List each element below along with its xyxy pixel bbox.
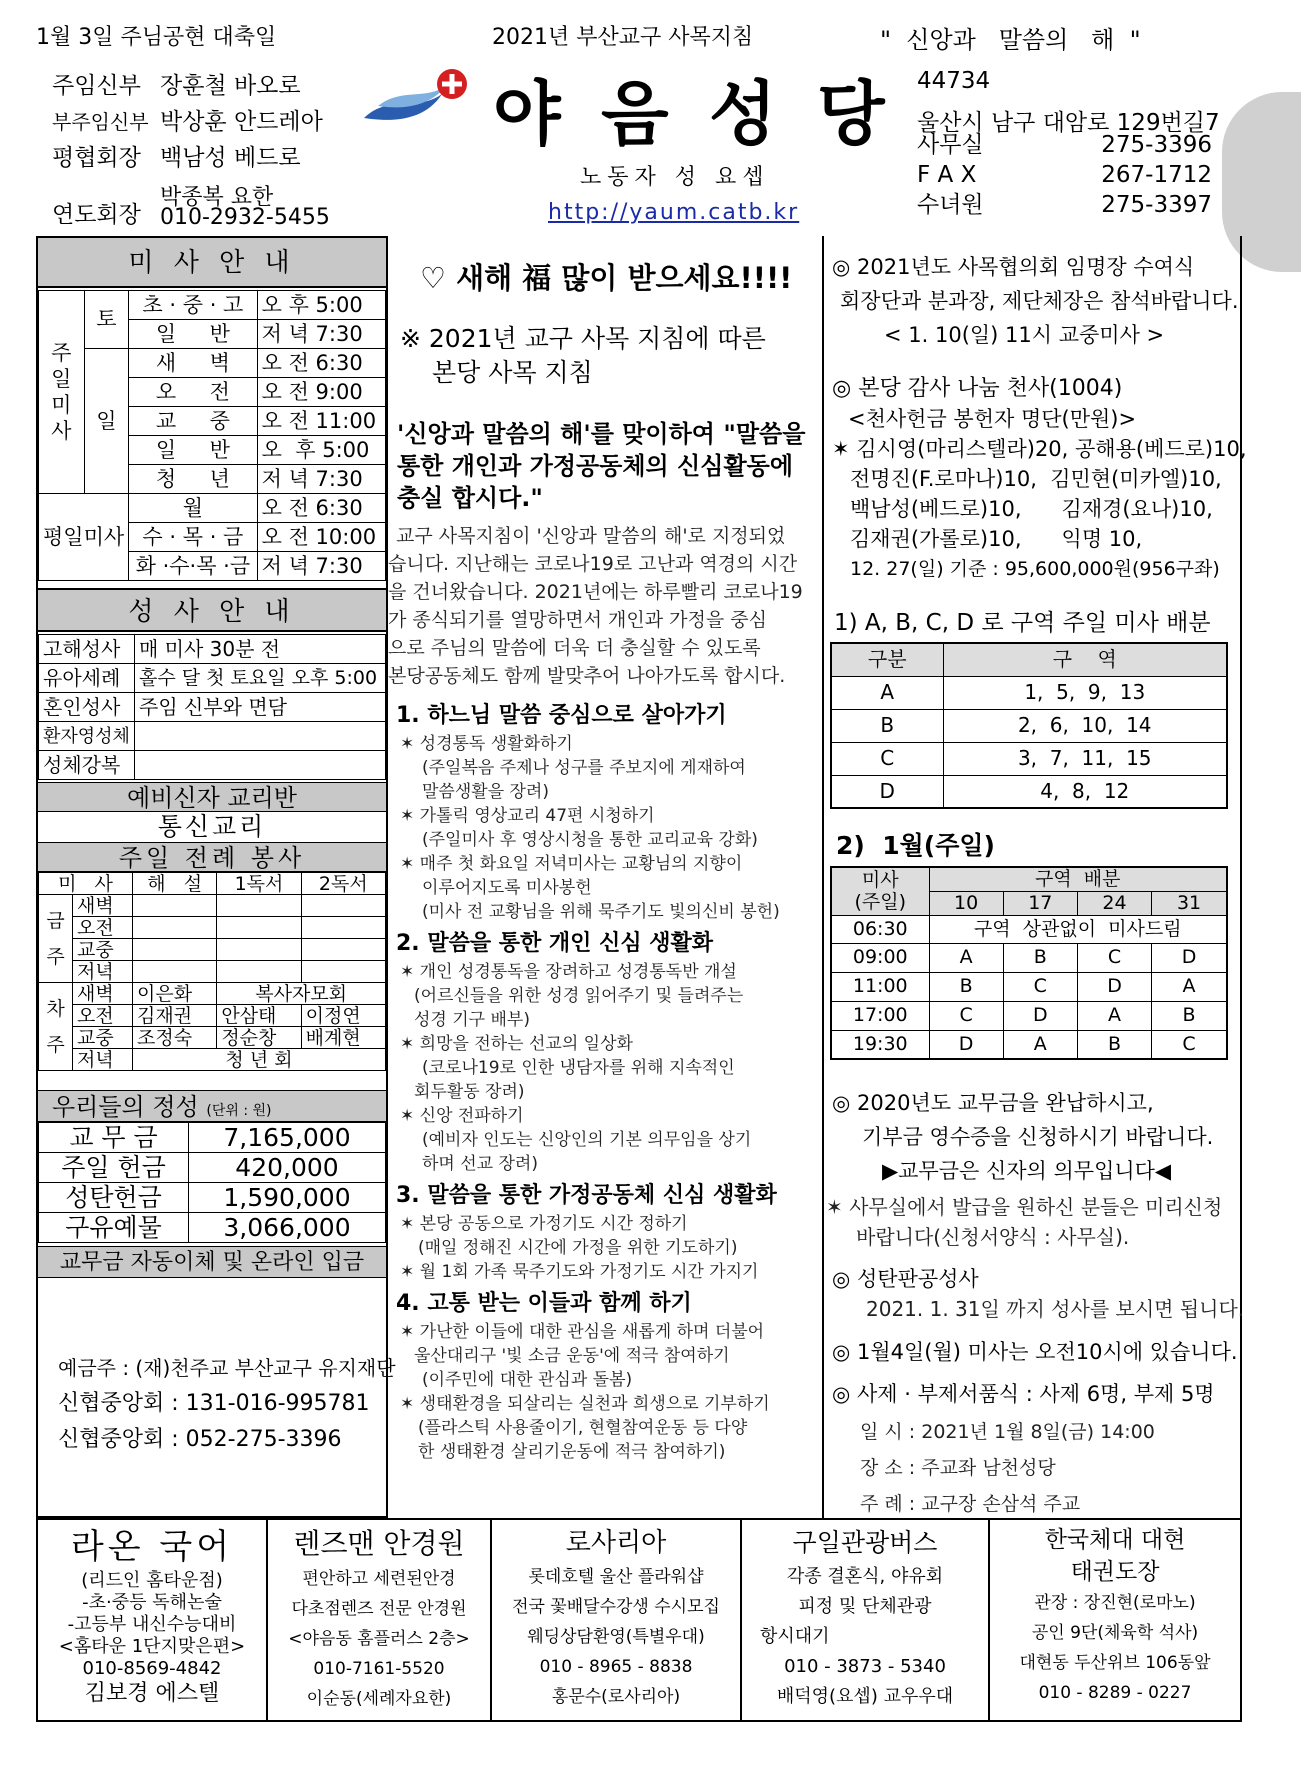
liturgy-header: 1독서 xyxy=(217,873,301,895)
ad-line: 010-7161-5520 xyxy=(313,1659,445,1679)
ad-lensman xyxy=(268,1524,490,1714)
ad-line: -초·중등 독해논술 xyxy=(82,1592,222,1613)
item-line: (어르신들을 위한 성경 읽어주기 및 들려주는 xyxy=(414,986,744,1006)
liturgy-time: 저녁 xyxy=(73,961,133,983)
january-time: 09:00 xyxy=(831,943,929,972)
item-line: (주일미사 후 영상시청을 통한 교리교육 강화) xyxy=(422,830,758,850)
january-cell: A xyxy=(929,943,1003,972)
mass-title: 미 사 안 내 xyxy=(38,238,386,288)
january-day: 17 xyxy=(1003,891,1077,915)
item-line: ✶ 희망을 전하는 선교의 일상화 xyxy=(400,1034,633,1054)
body-line: 가 종식되기를 열망하면서 개인과 가정을 중심 xyxy=(388,609,767,631)
offering-name: 성탄헌금 xyxy=(39,1183,189,1213)
youth-phone: 010-2932-5455 xyxy=(160,205,330,230)
sacrament-title: 성 사 안 내 xyxy=(38,588,386,632)
january-cell: D xyxy=(1077,972,1151,1001)
sacrament-info: 홀수 달 첫 토요일 오후 5:00 xyxy=(135,664,386,693)
offering-amount: 7,165,000 xyxy=(189,1123,386,1153)
ad-line: 항시대기 xyxy=(760,1626,830,1647)
zone-group: A xyxy=(831,676,943,709)
january-cell: A xyxy=(1003,1030,1077,1059)
item-line: 회두활동 장려) xyxy=(414,1082,525,1102)
notice-line: ◎ 2020년도 교무금을 완납하시고, xyxy=(832,1091,1154,1115)
diocese-plan: 2021년 부산교구 사목지침 xyxy=(492,25,754,50)
january-time: 06:30 xyxy=(831,915,929,943)
liturgy-title: 주일 전례 봉사 xyxy=(38,842,386,872)
january-cell: D xyxy=(929,1030,1003,1059)
liturgy-cell xyxy=(217,895,301,917)
mass-time: 오 전 9:00 xyxy=(257,378,385,407)
january-cell: C xyxy=(1077,943,1151,972)
liturgy-cell: 배계현 xyxy=(301,1027,385,1049)
january-table xyxy=(830,866,1228,1060)
liturgy-header: 2독서 xyxy=(301,873,385,895)
donor-line: 백남성(베드로)10, 김재경(요나)10, xyxy=(850,497,1213,521)
sacrament-name: 환자영성체 xyxy=(39,722,135,751)
notice-installation xyxy=(832,250,1239,352)
ordination-details xyxy=(860,1414,1155,1522)
saturday-label: 토 xyxy=(84,291,129,349)
sacrament-info xyxy=(135,722,386,751)
liturgy-cell xyxy=(133,917,217,939)
mass-table xyxy=(38,290,386,581)
item-line: ✶ 본당 공동으로 가정기도 시간 정하기 xyxy=(400,1214,688,1234)
ad-raon xyxy=(38,1524,266,1708)
ad-line: -고등부 내신수능대비 xyxy=(67,1614,237,1635)
item-line: ✶ 월 1회 가족 묵주기도와 가정기도 시간 가지기 xyxy=(400,1262,759,1282)
liturgy-time: 새벽 xyxy=(73,895,133,917)
item-line: (주일복음 주제나 성구를 주보지에 게재하여 xyxy=(422,758,746,778)
mass-time: 오 전 10:00 xyxy=(257,523,385,552)
notice-line: <천사헌금 봉헌자 명단(만원)> xyxy=(848,407,1137,431)
sacrament-name: 고해성사 xyxy=(39,635,135,664)
ad-title: 라온 국어 xyxy=(70,1527,234,1567)
liturgy-cell: 이은화 xyxy=(133,983,217,1005)
ad-taekwondo xyxy=(990,1524,1240,1708)
notice-line: ◎ 본당 감사 나눔 천사(1004) xyxy=(832,376,1123,401)
body-line: 본당공동체도 함께 발맞추어 나아가도록 합시다. xyxy=(388,665,786,687)
mass-name: 교 중 xyxy=(129,407,257,436)
mass-time: 저 녁 7:30 xyxy=(257,320,385,349)
item-line: 하며 선교 장려) xyxy=(422,1154,538,1174)
ad-line: 대현동 두산위브 106동앞 xyxy=(1019,1653,1211,1673)
notice-line: ◎ 2021년도 사목협의회 임명장 수여식 xyxy=(832,255,1195,279)
ad-line: 김보경 에스텔 xyxy=(84,1681,220,1706)
parish-logo-icon xyxy=(360,66,480,136)
january-cell: C xyxy=(1003,972,1077,1001)
item-line: ✶ 매주 첫 화요일 저녁미사는 교황님의 지향이 xyxy=(400,854,743,874)
notice-confession xyxy=(832,1264,1244,1324)
mass-time: 오 후 5:00 xyxy=(257,436,385,465)
january-time: 17:00 xyxy=(831,1001,929,1030)
liturgy-cell: 이정연 xyxy=(301,1005,385,1027)
catechumen-value: 통신교리 xyxy=(157,812,267,841)
item-line: (미사 전 교황님을 위해 묵주기도 빛의신비 봉헌) xyxy=(422,902,780,922)
notice-line: 회장단과 분과장, 제단체장은 참석바랍니다. xyxy=(840,289,1239,313)
donor-line: 김재권(가롤로)10, 익명 10, xyxy=(850,527,1143,551)
section-item xyxy=(396,1212,816,1284)
notice-line: ✶ 사무실에서 발급을 원하신 분들은 미리신청 xyxy=(826,1195,1223,1219)
zone-group: D xyxy=(831,775,943,808)
donor-line: 12. 27(일) 기준 : 95,600,000원(956구좌) xyxy=(850,558,1220,580)
item-line: ✶ 신앙 전파하기 xyxy=(400,1106,524,1126)
ad-line: 010-8569-4842 xyxy=(82,1658,222,1679)
contact-list xyxy=(917,130,1212,220)
ad-rosaria xyxy=(492,1524,740,1712)
offering-table xyxy=(38,1122,386,1243)
sunday-mass-label: 주일미사 xyxy=(39,291,85,494)
ad-line: 편안하고 세련된안경 xyxy=(302,1569,456,1589)
item-line: ✶ 가톨릭 영상교리 47편 시청하기 xyxy=(400,806,655,826)
item-line: ✶ 개인 성경통독을 장려하고 성경통독반 개설 xyxy=(400,962,737,982)
liturgy-cell: 청 년 회 xyxy=(133,1049,386,1071)
zone-table xyxy=(830,642,1228,809)
quote-line: 통한 개인과 가정공동체의 신심활동에 xyxy=(397,452,794,480)
liturgy-cell xyxy=(133,895,217,917)
ad-line: 010 - 3873 - 5340 xyxy=(784,1656,946,1677)
notice-line: < 1. 10(일) 11시 교중미사 > xyxy=(884,323,1165,347)
sacrament-table xyxy=(38,634,386,780)
ad-line: 홍문수(로사리아) xyxy=(551,1687,681,1707)
january-day: 31 xyxy=(1152,891,1227,915)
section-item xyxy=(396,960,816,1176)
ad-line: 롯데호텔 울산 플라워샵 xyxy=(528,1567,704,1587)
mass-name: 초 · 중 · 고 xyxy=(129,291,257,320)
january-cell: B xyxy=(1152,1001,1227,1030)
item-line: (플라스틱 사용줄이기, 현혈참여운동 등 다양 xyxy=(418,1418,748,1438)
body-line: 을 건너왔습니다. 2021년에는 하루빨리 코로나19 xyxy=(388,581,803,603)
zone-header: 구 역 xyxy=(943,643,1227,676)
staff-row: 부주임신부 박상훈 안드레아 xyxy=(52,109,323,135)
postal-code: 44734 xyxy=(917,68,991,94)
notice-line: 2021. 1. 31일 까지 성사를 보시면 됩니다. xyxy=(866,1297,1245,1321)
ad-title: 한국체대 대현 xyxy=(1044,1527,1186,1553)
item-line: 이루어지도록 미사봉헌 xyxy=(422,878,592,898)
notice-line: ◎ 성탄판공성사 xyxy=(832,1267,979,1291)
liturgy-cell xyxy=(301,917,385,939)
staff-list xyxy=(52,68,323,176)
january-title: 2) 1월(주일) xyxy=(836,831,995,860)
liturgy-cell xyxy=(217,939,301,961)
liturgy-cell xyxy=(217,961,301,983)
plan-sections xyxy=(396,700,816,1464)
body-line: 교구 사목지침이 '신앙과 말씀의 해'로 지정되었 xyxy=(396,525,786,547)
item-line: (매일 정해진 시간에 가정을 위한 기도하기) xyxy=(418,1238,738,1258)
liturgy-time: 오전 xyxy=(73,917,133,939)
body-line: 으로 주님의 말씀에 더욱 더 충실할 수 있도록 xyxy=(388,637,761,659)
staff-row: 평협회장 백남성 베드로 xyxy=(52,145,301,171)
item-line: ✶ 생태환경을 되살리는 실천과 희생으로 기부하기 xyxy=(400,1394,770,1414)
mass-time: 오 전 11:00 xyxy=(257,407,385,436)
january-cell: D xyxy=(1152,943,1227,972)
mass-name: 일 반 xyxy=(129,436,257,465)
notice-line: 바랍니다(신청서양식 : 사무실). xyxy=(856,1225,1130,1249)
offering-title: 우리들의 정성 (단위 : 원) xyxy=(38,1090,386,1122)
weekday-mass-label: 평일미사 xyxy=(39,494,129,581)
ad-title: 구일관광버스 xyxy=(792,1528,938,1557)
catechumen-title: 예비신자 교리반 xyxy=(38,782,386,812)
section-heading: 4. 고통 받는 이들과 함께 하기 xyxy=(396,1291,692,1316)
zone-group: C xyxy=(831,742,943,775)
mass-name: 수 · 목 · 금 xyxy=(129,523,257,552)
liturgy-time: 교중 xyxy=(73,939,133,961)
january-time: 11:00 xyxy=(831,972,929,1001)
zone-list: 3, 7, 11, 15 xyxy=(943,742,1227,775)
ad-guil-bus xyxy=(742,1524,988,1712)
mass-time: 저 녁 7:30 xyxy=(257,552,385,581)
ad-line: 웨딩상담환영(특별우대) xyxy=(527,1627,705,1647)
liturgy-cell: 정순창 xyxy=(217,1027,301,1049)
parish-url[interactable]: http://yaum.catb.kr xyxy=(548,200,800,225)
page-curl xyxy=(1222,92,1301,272)
mass-name: 새 벽 xyxy=(129,349,257,378)
sacrament-name: 성체강복 xyxy=(39,751,135,780)
zone-list: 1, 5, 9, 13 xyxy=(943,676,1227,709)
january-time: 19:30 xyxy=(831,1030,929,1059)
liturgy-cell xyxy=(301,895,385,917)
mass-name: 오 전 xyxy=(129,378,257,407)
offering-footer: 교무금 자동이체 및 온라인 입금 xyxy=(38,1246,386,1278)
offering-name: 주일 헌금 xyxy=(39,1153,189,1183)
parish-patron: 노동자 성 요셉 xyxy=(580,165,770,190)
offering-amount: 420,000 xyxy=(189,1153,386,1183)
plan-quote xyxy=(397,418,805,514)
january-day: 24 xyxy=(1077,891,1151,915)
liturgy-table xyxy=(38,872,386,1071)
mass-name: 월 xyxy=(129,494,257,523)
zone-list: 2, 6, 10, 14 xyxy=(943,709,1227,742)
ad-line: 공인 9단(체육학 석사) xyxy=(1031,1623,1199,1643)
january-cell: D xyxy=(1003,1001,1077,1030)
item-line: (이주민에 대한 관심과 돌봄) xyxy=(422,1370,633,1390)
offering-name: 교 무 금 xyxy=(39,1123,189,1153)
ordination-line: 주 례 : 교구장 손삼석 주교 xyxy=(860,1493,1081,1515)
liturgy-time: 교중 xyxy=(73,1027,133,1049)
january-cell: C xyxy=(1152,1030,1227,1059)
ad-line: 010 - 8965 - 8838 xyxy=(539,1657,693,1677)
plan-body xyxy=(388,522,803,690)
january-cell: A xyxy=(1077,1001,1151,1030)
liturgy-cell xyxy=(133,961,217,983)
body-line: 습니다. 지난해는 코로나19로 고난과 역경의 시간 xyxy=(388,553,798,575)
sacrament-info: 주임 신부와 면담 xyxy=(135,693,386,722)
sacrament-info: 매 미사 30분 전 xyxy=(135,635,386,664)
offering-amount: 1,590,000 xyxy=(189,1183,386,1213)
zone-group: B xyxy=(831,709,943,742)
ad-line: 전국 꽃배달수강생 수시모집 xyxy=(512,1597,720,1617)
ad-title: 태권도장 xyxy=(1070,1559,1160,1585)
offering-amount: 3,066,000 xyxy=(189,1213,386,1243)
bank-info xyxy=(58,1350,396,1458)
item-line: (예비자 인도는 신앙인의 기본 의무임을 상기 xyxy=(422,1130,752,1150)
ad-title: 렌즈맨 안경원 xyxy=(293,1527,465,1560)
sunday-label: 일 xyxy=(84,349,129,494)
quote-line: '신앙과 말씀의 해'를 맞이하여 "말씀을 xyxy=(397,420,806,448)
item-line: 울산대리구 '빛 소금 운동'에 적극 참여하기 xyxy=(414,1346,730,1366)
january-cell: 구역 상관없이 미사드림 xyxy=(929,915,1227,943)
item-line: ✶ 가난한 이들에 대한 관심을 새롭게 하며 더불어 xyxy=(400,1322,765,1342)
january-cell: B xyxy=(1003,943,1077,972)
notice-line: 기부금 영수증을 신청하시기 바랍니다. xyxy=(862,1125,1214,1149)
mass-name: 일 반 xyxy=(129,320,257,349)
liturgy-cell: 김재권 xyxy=(133,1005,217,1027)
mass-time: 오 후 5:00 xyxy=(257,291,385,320)
bank-holder: 예금주 : (재)천주교 부산교구 유지재단 xyxy=(58,1356,396,1380)
greeting: ♡ 새해 福 많이 받으세요!!!! xyxy=(420,261,793,295)
ad-line: 배덕영(요셉) 교우우대 xyxy=(776,1686,954,1707)
section-heading: 1. 하느님 말씀 중심으로 살아가기 xyxy=(396,703,727,728)
mass-time: 오 전 6:30 xyxy=(257,349,385,378)
item-line: (코로나19로 인한 냉담자를 위해 지속적인 xyxy=(422,1058,735,1078)
staff-row: 주임신부 장훈철 바오로 xyxy=(52,73,301,99)
ad-line: (리드인 홈타운점) xyxy=(81,1570,223,1591)
parish-name: 야 음 성 당 xyxy=(493,73,893,155)
ad-line: 다초점렌즈 전문 안경원 xyxy=(291,1599,467,1619)
ordination-line: 장 소 : 주교좌 남천성당 xyxy=(860,1457,1056,1479)
item-line: 성경 기구 배부) xyxy=(414,1010,530,1030)
address-line: 울산시 남구 대암로 129번길7 xyxy=(917,110,1220,136)
issue-date: 1월 3일 주님공현 대축일 xyxy=(36,25,277,50)
ad-line: 이순동(세례자요한) xyxy=(306,1689,452,1709)
plan-title-line: 본당 사목 지침 xyxy=(432,358,593,387)
notice-ordination: ◎ 사제 · 부제서품식 : 사제 6명, 부제 5명 xyxy=(832,1382,1215,1406)
contact-row: 사무실 275-3396 xyxy=(917,132,1212,158)
mass-name: 화 ·수·목 ·금 xyxy=(129,552,257,581)
liturgy-time: 오전 xyxy=(73,1005,133,1027)
liturgy-cell xyxy=(301,961,385,983)
youth-role: 연도회장 xyxy=(52,202,141,228)
january-cell: C xyxy=(929,1001,1003,1030)
january-cell: B xyxy=(929,972,1003,1001)
section-heading: 2. 말씀을 통한 개인 신심 생활화 xyxy=(396,931,713,956)
this-week-label: 금주 xyxy=(39,895,73,983)
item-line: ✶ 성경통독 생활화하기 xyxy=(400,734,573,754)
section-item xyxy=(396,732,816,924)
notice-line: ▶교무금은 신자의 의무입니다◀ xyxy=(882,1159,1172,1183)
liturgy-time: 새벽 xyxy=(73,983,133,1005)
plan-title xyxy=(400,322,766,390)
donor-line: 전명진(F.로마나)10, 김민현(미카엘)10, xyxy=(850,467,1222,491)
ad-line: <홈타운 1단지맞은편> xyxy=(58,1636,246,1657)
notice-mass-time: ◎ 1월4일(월) 미사는 오전10시에 있습니다. xyxy=(832,1340,1238,1364)
january-header: 미사 (주일) xyxy=(831,867,929,915)
january-day: 10 xyxy=(929,891,1003,915)
item-line: 말씀생활을 장려) xyxy=(422,782,549,802)
ad-line: 관장 : 장진현(로마노) xyxy=(1034,1593,1196,1613)
ad-line: 피정 및 단체관광 xyxy=(798,1596,932,1617)
notice-dues xyxy=(832,1086,1213,1188)
bank-account: 신협중앙회 : 131-016-995781 xyxy=(58,1391,370,1416)
item-line: 한 생태환경 살리기운동에 적극 참여하기) xyxy=(418,1442,726,1462)
offering-name: 구유예물 xyxy=(39,1213,189,1243)
bank-account: 신협중앙회 : 052-275-3396 xyxy=(58,1427,342,1452)
quote-line: 충실 합시다." xyxy=(397,484,543,512)
contact-row: F A X 267-1712 xyxy=(917,162,1212,188)
january-cell: A xyxy=(1152,972,1227,1001)
liturgy-cell: 복사자모회 xyxy=(217,983,386,1005)
middle-divider xyxy=(822,236,824,1518)
section-heading: 3. 말씀을 통한 가정공동체 신심 생활화 xyxy=(396,1183,777,1208)
liturgy-header: 해 설 xyxy=(133,873,217,895)
ad-line: <야음동 홈플러스 2층> xyxy=(288,1629,470,1649)
january-cell: B xyxy=(1077,1030,1151,1059)
sacrament-name: 유아세례 xyxy=(39,664,135,693)
sacrament-name: 혼인성사 xyxy=(39,693,135,722)
youth-name: 박종복 요한 xyxy=(160,185,274,210)
ad-line: 010 - 8289 - 0227 xyxy=(1038,1683,1192,1703)
donor-line: ✶ 김시영(마리스텔라)20, 공해용(베드로)10, xyxy=(832,437,1247,461)
liturgy-cell xyxy=(133,939,217,961)
notice-dues-note xyxy=(826,1192,1222,1252)
mass-name: 청 년 xyxy=(129,465,257,494)
liturgy-cell xyxy=(301,939,385,961)
liturgy-time: 저녁 xyxy=(73,1049,133,1071)
mass-time: 오 전 6:30 xyxy=(257,494,385,523)
contact-row: 수녀원 275-3397 xyxy=(917,192,1212,218)
liturgy-cell: 조정숙 xyxy=(133,1027,217,1049)
liturgy-cell: 안삼태 xyxy=(217,1005,301,1027)
next-week-label: 차주 xyxy=(39,983,73,1071)
zone-title: 1) A, B, C, D 로 구역 주일 미사 배분 xyxy=(834,610,1211,636)
january-header: 구역 배분 xyxy=(929,867,1227,891)
ad-line: 각종 결혼식, 야유회 xyxy=(786,1566,944,1587)
liturgy-cell xyxy=(217,917,301,939)
notice-thanks xyxy=(832,374,1247,584)
year-motto: " 신앙과 말씀의 해 " xyxy=(880,26,1141,54)
plan-title-line: ※ 2021년 교구 사목 지침에 따른 xyxy=(400,324,766,353)
zone-list: 4, 8, 12 xyxy=(943,775,1227,808)
ad-title: 로사리아 xyxy=(565,1528,667,1558)
liturgy-header: 미 사 xyxy=(39,873,133,895)
mass-time: 저 녁 7:30 xyxy=(257,465,385,494)
ordination-line: 일 시 : 2021년 1월 8일(금) 14:00 xyxy=(860,1421,1155,1443)
section-item xyxy=(396,1320,816,1464)
zone-header: 구분 xyxy=(831,643,943,676)
sacrament-info xyxy=(135,751,386,780)
